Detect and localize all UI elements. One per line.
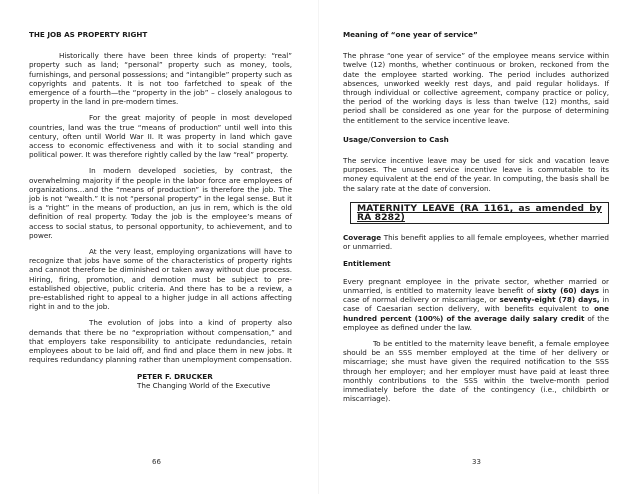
- left-page-number: 66: [152, 458, 161, 466]
- entitlement-salary-credit: one hundred percent (100%) of the average daily salary credit: [343, 304, 609, 323]
- right-page-number: 33: [472, 458, 481, 466]
- left-paragraph-1: Historically there have been three kinds of property: “real” property such as land; “personal” property such as money, tools, furnishings, and personal possessions; and “intangible” property such as copyrights and patents. It is not too farfetched to speak of the emergence of a fourth—the “property in the job” – closely analogous to property in the land in pre-modern times.: [29, 51, 292, 107]
- attribution-author: PETER F. DRUCKER: [137, 371, 213, 381]
- left-paragraph-5: The evolution of jobs into a kind of property also demands that there be no “expropriation without compensation,” and that employers take responsibility to anticipate redundancies, retain employees about to be laid off, and find and place them in new jobs. It requires redundancy planning rather than unemployment compensation.: [29, 318, 292, 365]
- left-page-title: THE JOB AS PROPERTY RIGHT: [29, 30, 148, 39]
- entitlement-seventy-eight-days: seventy-eight (78) days,: [499, 295, 600, 305]
- right-column: [343, 30, 609, 411]
- left-paragraph-4: At the very least, employing organizations will have to recognize that jobs have some of the characteristics of property rights and cannot therefore be diminished or taken away without due process. Hiring, firing, promotion, and demotion must be subject to pre-established objective, public criteria. And there has to be a review, a pre-established right to appeal to a higher judge in all actions affecting right in and to the job.: [29, 247, 292, 312]
- quote-attribution: [137, 372, 292, 390]
- coverage-paragraph: [343, 233, 609, 251]
- heading-one-year-of-service: Meaning of “one year of service”: [343, 30, 478, 39]
- entitlement-text-e: in case of Caesarian section delivery, with benefits equivalent to: [343, 295, 610, 314]
- coverage-label: Coverage: [343, 233, 382, 243]
- left-paragraph-3: In modern developed societies, by contrast, the overwhelming majority if the people in the labor force are employees of organizations…and the “means of production” is therefore the job. The job is not “wealth.” It is not “personal property” in the legal sense. But it is a “right” in the means of production, an jus in rem, which is the old definition of real property. Today the job is the employee’s means of access to social status, to personal opportunity, to achievement, and to power.: [29, 166, 292, 240]
- left-paragraph-2: For the great majority of people in most developed countries, land was the true “means of production” until well into this century, often until World War II. It was property in land which gave access to economic effectiveness and with it to social standing and political power. It was therefore rightly called by the law “real” property.: [29, 113, 292, 160]
- heading-entitlement: Entitlement: [343, 258, 391, 268]
- attribution-book: The Changing World of the Executive: [137, 380, 271, 390]
- coverage-text: This benefit applies to all female employees, whether married or unmarried.: [343, 233, 609, 252]
- left-column: [29, 30, 292, 390]
- right-paragraph-1: The phrase “one year of service” of the employee means service within twelve (12) months, whether continuous or broken, reckoned from the date the employee started working. The period includes authorized absences, unworked weekly rest days, and paid regular holidays. If through individual or collective agreement, company practice or policy, the period of the working days is less than twelve (12) months, said period shall be considered as one year for the purpose of determining the entitlement to the service incentive leave.: [343, 51, 609, 125]
- right-paragraph-4: To be entitled to the maternity leave benefit, a female employee should be an SSS member employed at the time of her delivery or miscarriage; she must have given the required notification to the SSS through her employer; and her employer must have paid at least three monthly contributions to the SSS within the twelve-month period immediately before the date of the contingency (i.e., childbirth or miscarriage).: [343, 339, 609, 404]
- entitlement-text-a: Every pregnant employee in the private sector, whether married or unmarried, is entitled to maternity leave benefit of: [343, 276, 609, 296]
- heading-usage-conversion: Usage/Conversion to Cash: [343, 134, 449, 144]
- entitlement-text-g: of the employee as defined under the law.: [343, 313, 609, 332]
- right-page: [319, 0, 638, 494]
- right-paragraph-2: The service incentive leave may be used for sick and vacation leave purposes. The unused service incentive leave is commutable to its money equivalent at the end of the year. In computing, the basis shall be the salary rate at the date of conversion.: [343, 156, 609, 193]
- entitlement-text-c: in case of normal delivery or miscarriage, or: [343, 286, 610, 305]
- entitlement-sixty-days: sixty (60) days: [537, 286, 600, 296]
- maternity-leave-heading: MATERNITY LEAVE (RA 1161, as amended by RA 8282): [350, 202, 609, 224]
- entitlement-paragraph: [343, 277, 609, 332]
